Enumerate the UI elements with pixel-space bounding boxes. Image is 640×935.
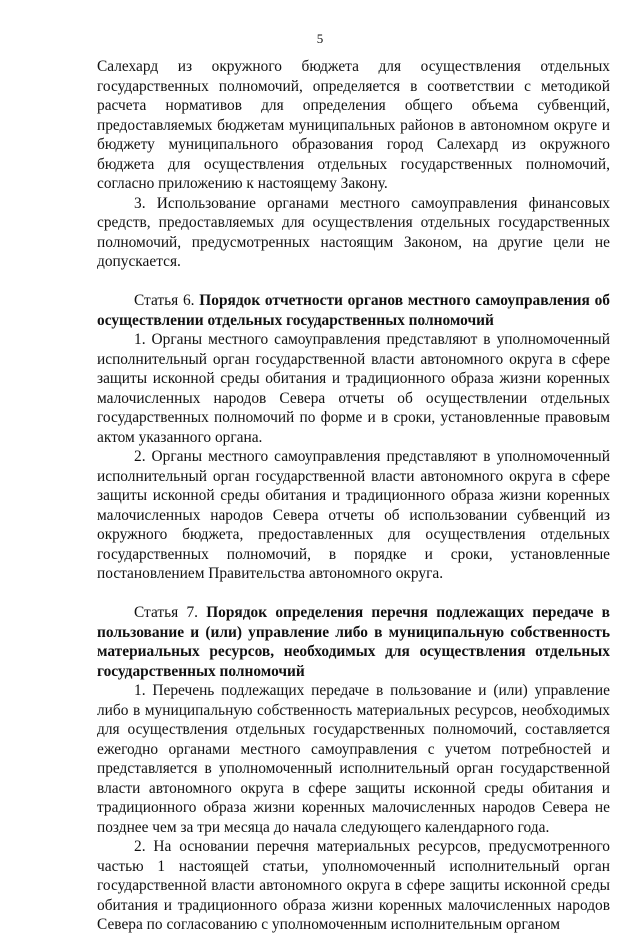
- article-7-number: Статья 7.: [134, 604, 207, 621]
- article-6-heading: [97, 291, 610, 330]
- paragraph-article-6-part-1: 1. Органы местного самоуправления представляют в уполномоченный исполнительный орган государственной власти автономного округа в сфере защиты исконной среды обитания и традиционного образа жизни коренных малочисленных народов Севера отчеты об осуществлении отдельных государственных полномочий по форме и в сроки, установленные правовым актом указанного органа.: [97, 331, 610, 446]
- article-7-heading: [97, 603, 610, 681]
- article-6-title: Порядок отчетности органов местного самоуправления об осуществлении отдельных государственных полномочий: [97, 292, 610, 329]
- paragraph-continuation: Салехард из окружного бюджета для осуществления отдельных государственных полномочий, определяется в соответствии с методикой расчета нормативов для определения общего объема субвенций, предоставляемых бюджетам муниципальных районов в автономном округе и бюджету муниципального образования город Салехард из окружного бюджета для осуществления отдельных государственных полномочий, согласно приложению к настоящему Закону.: [97, 58, 610, 192]
- page-number: 5: [316, 31, 324, 46]
- paragraph-article-6-part-2: 2. Органы местного самоуправления представляют в уполномоченный исполнительный орган государственной власти автономного округа в сфере защиты исконной среды обитания и традиционного образа жизни коренных малочисленных народов Севера отчеты об использовании субвенций из окружного бюджета, предоставленных для осуществления отдельных государственных полномочий, в порядке и сроки, установленные постановлением Правительства автономного округа.: [97, 448, 610, 582]
- paragraph-article-7-part-1: 1. Перечень подлежащих передаче в пользование и (или) управление либо в муниципальную собственность материальных ресурсов, необходимых для осуществления отдельных государственных полномочий, составляется ежегодно органами местного самоуправления с учетом потребностей и представляется в уполномоченный исполнительный орган государственной власти автономного округа в сфере защиты исконной среды обитания и традиционного образа жизни коренных малочисленных народов Севера не позднее чем за три месяца до начала следующего календарного года.: [97, 682, 610, 836]
- article-6-number: Статья 6.: [134, 292, 200, 309]
- document-body: [97, 57, 610, 935]
- paragraph-article-5-part-3: 3. Использование органами местного самоуправления финансовых средств, предоставляемых для осуществления отдельных государственных полномочий, предусмотренных настоящим Законом, на другие цели не допускается.: [97, 194, 610, 270]
- paragraph-article-7-part-2: 2. На основании перечня материальных ресурсов, предусмотренного частью 1 настоящей статьи, уполномоченный исполнительный орган государственной власти автономного округа в сфере защиты исконной среды обитания и традиционного образа жизни коренных малочисленных народов Севера по согласованию с уполномоченным исполнительным органом: [97, 838, 610, 933]
- article-7-title: Порядок определения перечня подлежащих передаче в пользование и (или) управление либо в муниципальную собственность материальных ресурсов, необходимых для осуществления отдельных государственных полномочий: [97, 604, 610, 680]
